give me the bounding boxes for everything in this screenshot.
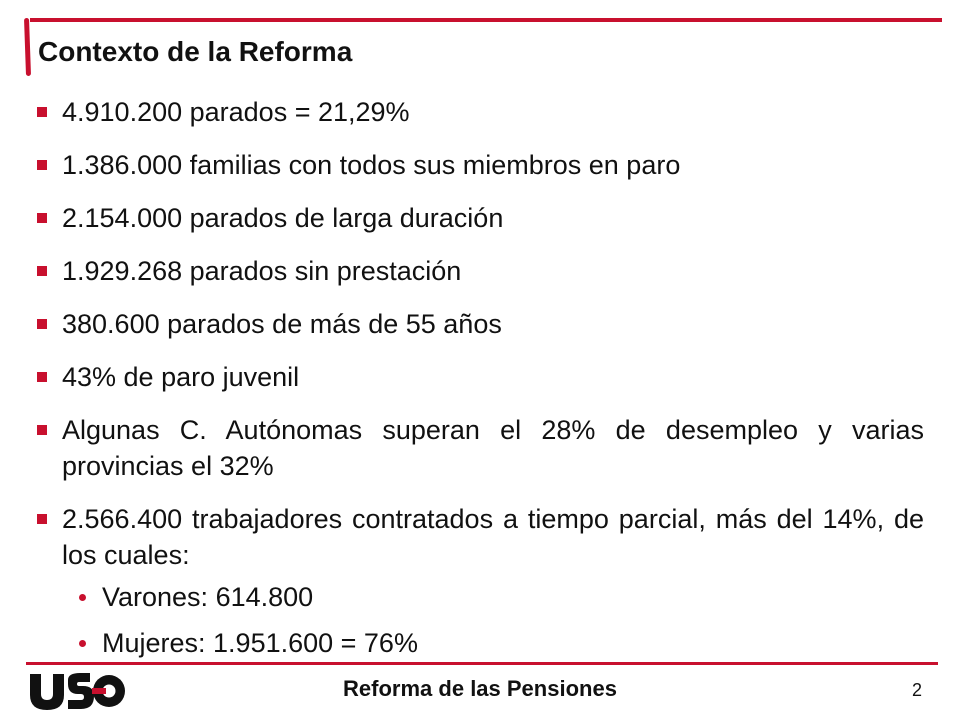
slide-title: Contexto de la Reforma [38,36,353,67]
bullet-text: 1.929.268 parados sin prestación [62,256,462,286]
bullet-item [34,253,924,289]
footer-title: Reforma de las Pensiones [343,676,617,701]
sub-bullet-text: Varones: 614.800 [102,582,314,612]
square-bullet-icon [37,266,47,276]
square-bullet-icon [37,425,47,435]
bullet-text: 1.386.000 familias con todos sus miembros en paro [62,150,681,180]
bullet-item [34,306,924,342]
bullet-item [34,412,924,484]
bullet-text: 2.566.400 trabajadores contratados a tiempo parcial, más del 14%, de los cuales: [62,504,924,570]
sub-bullet-item [62,625,924,661]
round-bullet-icon [79,594,86,601]
square-bullet-icon [37,372,47,382]
bullet-list [34,94,924,673]
sub-bullet-item [62,579,924,615]
bullet-item [34,359,924,395]
bullet-item [34,147,924,183]
bullet-text: 43% de paro juvenil [62,362,300,392]
square-bullet-icon [37,160,47,170]
top-corner-accent [24,18,31,76]
sub-bullet-text: Mujeres: 1.951.600 = 76% [102,628,418,658]
square-bullet-icon [37,213,47,223]
sub-bullet-list [62,579,924,661]
page-number: 2 [911,680,922,700]
top-accent-bar [30,18,942,22]
square-bullet-icon [37,514,47,524]
bullet-item [34,501,924,661]
bullet-item [34,94,924,130]
bullet-text: 4.910.200 parados = 21,29% [62,97,410,127]
bullet-text: 380.600 parados de más de 55 años [62,309,502,339]
bullet-text: Algunas C. Autónomas superan el 28% de desempleo y varias provincias el 32% [62,415,924,481]
bullet-item [34,200,924,236]
square-bullet-icon [37,107,47,117]
round-bullet-icon [79,640,86,647]
footer-divider [26,662,938,665]
square-bullet-icon [37,319,47,329]
bullet-text: 2.154.000 parados de larga duración [62,203,504,233]
